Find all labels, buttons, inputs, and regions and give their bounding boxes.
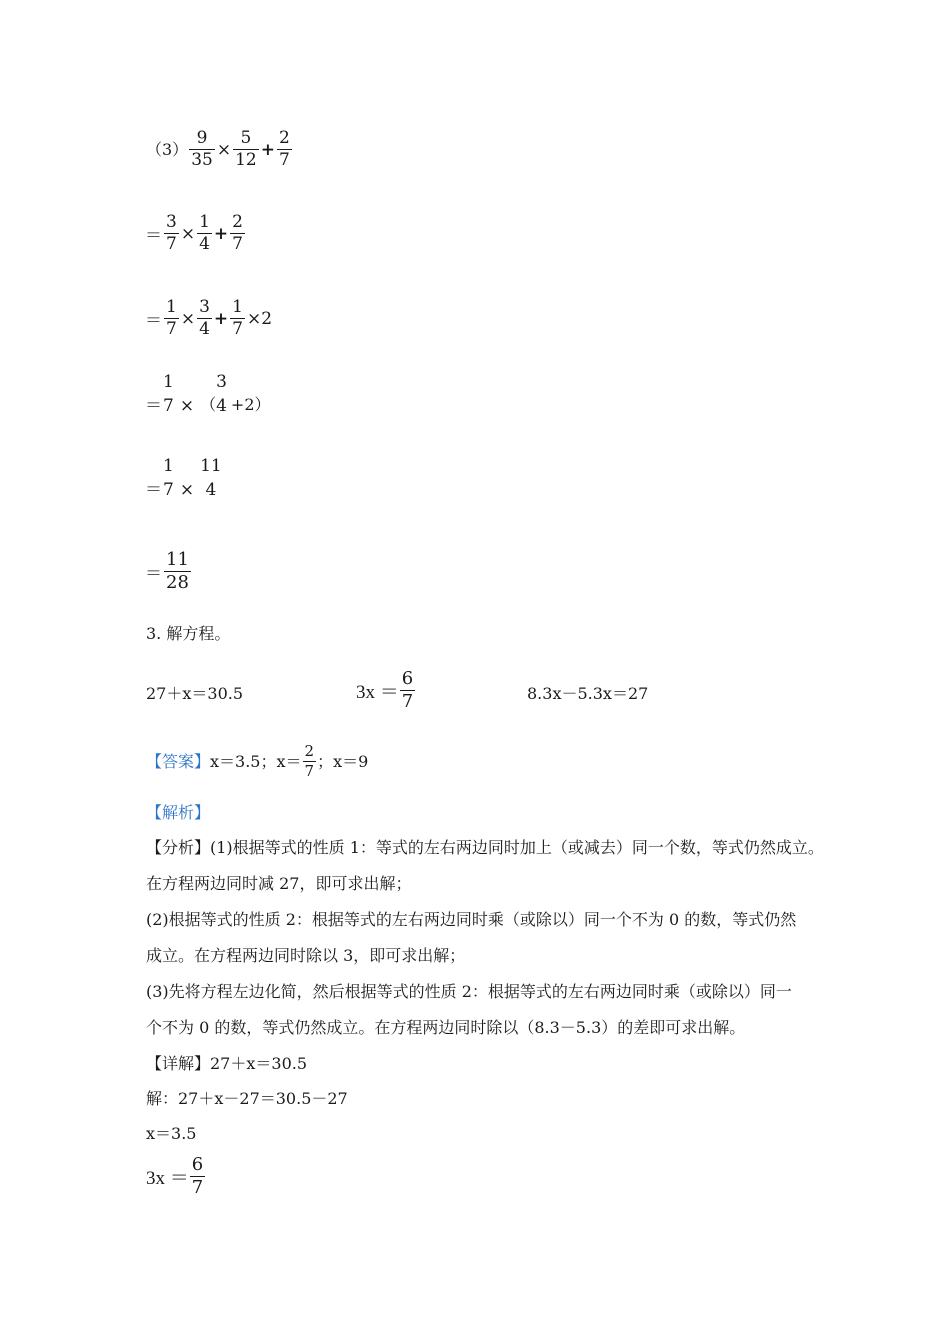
expr-line-2 (144, 212, 246, 255)
expr-line-4 (144, 370, 271, 418)
fraction: $\frac{2}{7}$ (304, 742, 315, 780)
expr-line-6 (144, 549, 192, 594)
answer-line (146, 742, 368, 781)
equation-2 (356, 668, 416, 713)
times-two: ×2 (246, 308, 273, 329)
fraction: $\frac{1}{7}$ (166, 297, 177, 339)
fraction: $\frac{5}{12}$ (235, 128, 257, 170)
plus-operator: + (260, 139, 275, 160)
analysis-label: 【解析】 (146, 803, 211, 822)
equals-sign: ＝ (145, 396, 162, 416)
times-operator: × (179, 480, 195, 500)
fraction: $\frac{1}{7}$ (232, 297, 243, 339)
part-label: （3） (146, 139, 189, 159)
detail-equation-lhs: 3x ＝ (146, 1168, 189, 1189)
times-operator: × (180, 223, 196, 244)
analysis-line: 在方程两边同时减 27，即可求出解； (146, 874, 412, 893)
detail-line: 解：27＋x－27＝30.5－27 (146, 1089, 348, 1108)
fraction: $\frac{9}{35}$ (191, 128, 213, 170)
equation-1: 27＋x＝30.5 (146, 684, 244, 703)
expr-line-3 (144, 297, 273, 340)
equals-sign: ＝ (145, 564, 162, 584)
times-operator: × (179, 396, 195, 416)
analysis-line: (3)先将方程左边化简，然后根据等式的性质 2：根据等式的左右两边同时乘（或除以）同一 (146, 982, 792, 1001)
detail-line: x＝3.5 (146, 1124, 197, 1143)
equation-2-lhs: 3x ＝ (356, 682, 399, 703)
analysis-line: 成立。在方程两边同时除以 3，即可求出解； (146, 946, 466, 965)
answer-text-2: ；x＝9 (317, 751, 369, 771)
fraction: $\frac{3}{7}$ (166, 212, 177, 254)
fraction: $\frac{3}{4}$ (199, 297, 210, 339)
fraction: $\frac{2}{7}$ (278, 128, 290, 170)
plus-operator: + (213, 223, 229, 244)
fraction: $\frac{6}{7}$ (191, 1154, 204, 1198)
plus-operator: + (213, 308, 229, 329)
answer-text-1: x＝3.5；x＝ (210, 751, 302, 771)
equation-3: 8.3x－5.3x＝27 (527, 684, 649, 703)
stacked-number: 3 4 (216, 372, 227, 416)
stacked-number: 1 7 (163, 456, 174, 500)
equals-sign: ＝ (145, 226, 162, 246)
expr-line-5 (144, 454, 222, 502)
equals-sign: ＝ (145, 480, 162, 500)
equals-sign: ＝ (145, 311, 162, 331)
times-operator: × (216, 139, 232, 160)
fraction: $\frac{2}{7}$ (232, 212, 243, 254)
detail-line: 【详解】27＋x＝30.5 (146, 1054, 308, 1073)
analysis-line: 个不为 0 的数，等式仍然成立。在方程两边同时除以（8.3－5.3）的差即可求出解。 (146, 1018, 746, 1037)
fraction: $\frac{6}{7}$ (401, 668, 414, 712)
stacked-number: 11 4 (200, 456, 222, 500)
expr-line-1 (146, 128, 293, 171)
fraction: $\frac{1}{4}$ (199, 212, 210, 254)
stacked-number: 1 7 (163, 372, 174, 416)
plus-two-paren: +2） (230, 395, 271, 414)
paren-open: （ (200, 395, 217, 414)
analysis-line: (2)根据等式的性质 2：根据等式的左右两边同时乘（或除以）同一个不为 0 的数，等式仍然 (146, 910, 797, 929)
detail-equation (146, 1154, 206, 1199)
fraction: $\frac{11}{28}$ (166, 549, 189, 593)
question-title: 3. 解方程。 (146, 624, 231, 643)
analysis-line: 【分析】(1)根据等式的性质 1：等式的左右两边同时加上（或减去）同一个数，等式仍然成立。 (146, 838, 824, 857)
answer-label: 【答案】 (146, 751, 211, 771)
times-operator: × (180, 308, 196, 329)
